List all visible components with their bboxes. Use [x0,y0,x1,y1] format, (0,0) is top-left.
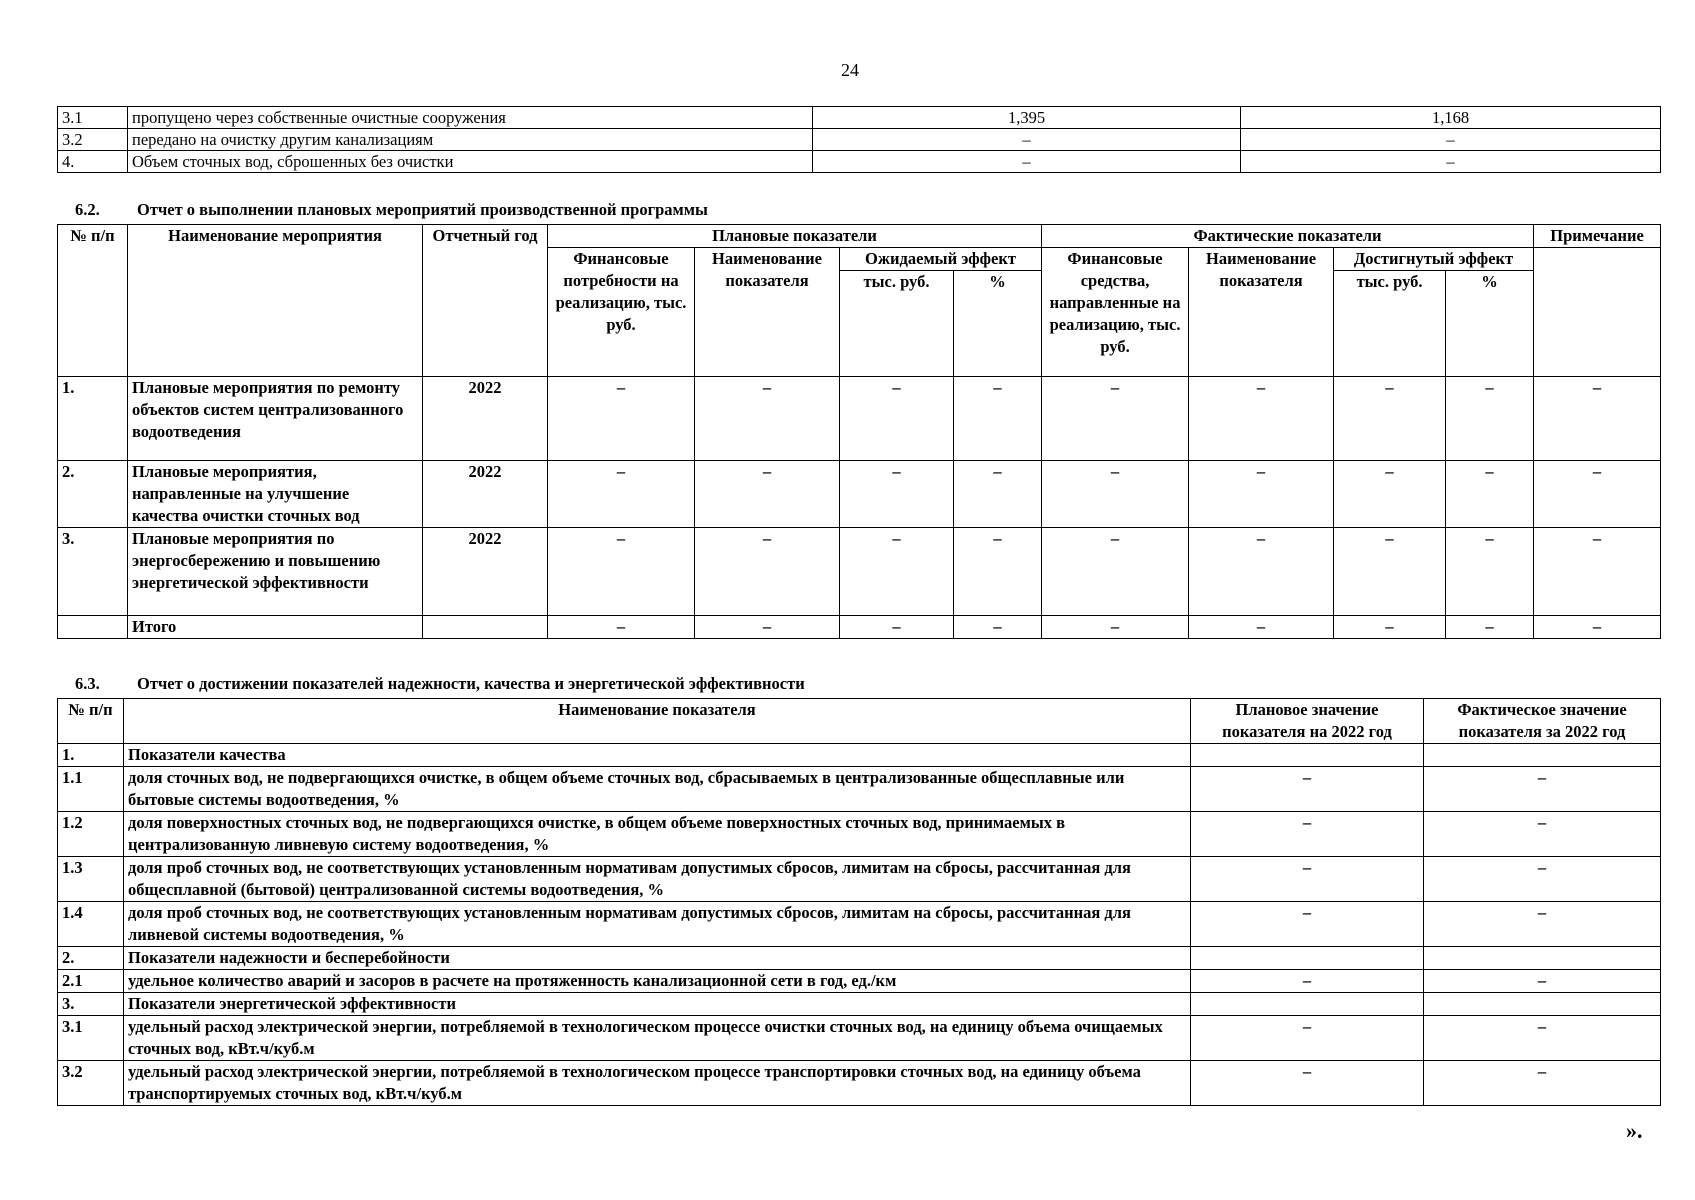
row-number: 3.1 [58,1016,124,1061]
row-number: 1.1 [58,767,124,812]
row-name: Плановые мероприятия, направленные на улучшение качества очистки сточных вод [128,461,423,528]
value-cell: – [1534,528,1661,616]
value-cell: – [954,616,1042,639]
section-title-text: Отчет о выполнении плановых мероприятий производственной программы [137,200,708,219]
row-name: доля сточных вод, не подвергающихся очистке, в общем объеме сточных вод, сбрасываемых в централизованные общесплавные или бытовые системы водоотведения, % [124,767,1191,812]
header-note: Примечание [1534,225,1661,248]
planned-value: – [1191,857,1424,902]
actual-value [1424,947,1661,970]
actual-value: – [1424,1061,1661,1106]
row-number: 1.2 [58,812,124,857]
value-cell: – [1241,151,1661,173]
row-number [58,616,128,639]
value-cell: – [840,616,954,639]
table-row [58,377,1661,461]
value-cell: – [548,461,695,528]
row-name: Показатели энергетической эффективности [124,993,1191,1016]
header-actual: Фактические показатели [1042,225,1534,248]
row-name: Плановые мероприятия по энергосбережению и повышению энергетической эффективности [128,528,423,616]
actual-value [1424,744,1661,767]
row-name: удельный расход электрической энергии, потребляемой в технологическом процессе транспортировки сточных вод, на единицу объема транспортируемых сточных вод, кВт.ч/куб.м [124,1061,1191,1106]
row-year: 2022 [423,528,548,616]
row-name: Объем сточных вод, сброшенных без очистки [128,151,813,173]
actual-value: – [1424,767,1661,812]
table-row [58,107,1661,129]
section-title-text: Отчет о достижении показателей надежности, качества и энергетической эффективности [137,674,805,693]
header-year: Отчетный год [423,225,548,377]
header-indicator-name: Наименование показателя [124,699,1191,744]
table-row [58,767,1661,812]
row-name: удельное количество аварий и засоров в расчете на протяженность канализационной сети в год, ед./км [124,970,1191,993]
value-cell: – [1534,461,1661,528]
planned-value: – [1191,1016,1424,1061]
value-cell: – [1534,377,1661,461]
table-row [58,528,1661,616]
value-cell: – [1189,616,1334,639]
table-row [58,1016,1661,1061]
value-cell: – [1042,616,1189,639]
value-cell: – [840,461,954,528]
value-cell: – [840,377,954,461]
header-actual-value: Фактическое значение показателя за 2022 год [1424,699,1661,744]
indicators-table [57,698,1661,1106]
table-row [58,970,1661,993]
value-cell: – [840,528,954,616]
row-name: доля проб сточных вод, не соответствующих установленным нормативам допустимых сбросов, лимитам на сбросы, рассчитанная для ливневой системы водоотведения, % [124,902,1191,947]
closing-quote-mark: ». [1626,1118,1643,1143]
value-cell: – [1189,528,1334,616]
row-number: 1. [58,377,128,461]
header-fin-needs: Финансовые потребности на реализацию, тыс. руб. [548,248,695,377]
row-name: доля поверхностных сточных вод, не подвергающихся очистке, в общем объеме поверхностных сточных вод, принимаемых в централизованную ливневую систему водоотведения, % [124,812,1191,857]
header-indicator-name-plan: Наименование показателя [695,248,840,377]
value-cell: – [695,461,840,528]
value-cell: 1,395 [813,107,1241,129]
row-number: 1. [58,744,124,767]
actual-value [1424,993,1661,1016]
value-cell: – [695,377,840,461]
value-cell: – [1334,616,1446,639]
row-name: доля проб сточных вод, не соответствующих установленным нормативам допустимых сбросов, лимитам на сбросы, рассчитанная для общесплавной (бытовой) централизованной системы водоотведения, % [124,857,1191,902]
table-row [58,947,1661,970]
total-row [58,616,1661,639]
total-label: Итого [128,616,423,639]
header-planned-value: Плановое значение показателя на 2022 год [1191,699,1424,744]
value-cell: – [954,377,1042,461]
value-cell: – [954,528,1042,616]
value-cell: – [1534,616,1661,639]
value-cell: – [813,129,1241,151]
value-cell: – [1189,461,1334,528]
section-number: 6.3. [75,674,100,693]
wastewater-volume-table [57,106,1661,173]
header-thousand-rub: тыс. руб. [1334,271,1446,377]
row-name: Показатели надежности и бесперебойности [124,947,1191,970]
value-cell: – [1334,528,1446,616]
value-cell: – [1334,461,1446,528]
value-cell: – [1334,377,1446,461]
planned-value [1191,744,1424,767]
row-number: 2.1 [58,970,124,993]
value-cell: – [1446,377,1534,461]
row-number: 3.2 [58,129,128,151]
header-expected-effect: Ожидаемый эффект [840,248,1042,271]
planned-value: – [1191,902,1424,947]
row-number: 1.3 [58,857,124,902]
row-name: пропущено через собственные очистные сооружения [128,107,813,129]
value-cell: – [954,461,1042,528]
row-number: 3.2 [58,1061,124,1106]
planned-value [1191,947,1424,970]
header-percent: % [1446,271,1534,377]
row-number: 4. [58,151,128,173]
value-cell: – [1189,377,1334,461]
value-cell: 1,168 [1241,107,1661,129]
section-number: 6.2. [75,200,100,219]
row-number: 1.4 [58,902,124,947]
actual-value: – [1424,812,1661,857]
table-row [58,812,1661,857]
header-fin-funds: Финансовые средства, направленные на реализацию, тыс. руб. [1042,248,1189,377]
value-cell: – [695,528,840,616]
row-number: 2. [58,947,124,970]
planned-value: – [1191,1061,1424,1106]
table-row [58,993,1661,1016]
table-row [58,129,1661,151]
value-cell: – [548,528,695,616]
planned-value [1191,993,1424,1016]
actual-value: – [1424,970,1661,993]
table-row [58,1061,1661,1106]
header-note-blank [1534,248,1661,377]
value-cell: – [1446,528,1534,616]
row-year: 2022 [423,377,548,461]
row-year: 2022 [423,461,548,528]
planned-value: – [1191,767,1424,812]
header-thousand-rub: тыс. руб. [840,271,954,377]
table-row [58,744,1661,767]
value-cell: – [1446,616,1534,639]
header-achieved-effect: Достигнутый эффект [1334,248,1534,271]
row-name: передано на очистку другим канализациям [128,129,813,151]
row-name: Показатели качества [124,744,1191,767]
actual-value: – [1424,1016,1661,1061]
row-number: 3. [58,993,124,1016]
planned-measures-table [57,224,1661,639]
value-cell: – [695,616,840,639]
value-cell: – [548,377,695,461]
actual-value: – [1424,857,1661,902]
value-cell: – [1241,129,1661,151]
value-cell: – [1042,528,1189,616]
row-number: 3. [58,528,128,616]
actual-value: – [1424,902,1661,947]
row-number: 2. [58,461,128,528]
value-cell: – [1042,461,1189,528]
row-name: Плановые мероприятия по ремонту объектов систем централизованного водоотведения [128,377,423,461]
header-measure-name: Наименование мероприятия [128,225,423,377]
planned-value: – [1191,812,1424,857]
page-number: 24 [841,60,859,80]
section-6-2-title [75,200,708,220]
section-6-3-title [75,674,805,694]
row-year [423,616,548,639]
header-number: № п/п [58,225,128,377]
header-planned: Плановые показатели [548,225,1042,248]
header-indicator-name-fact: Наименование показателя [1189,248,1334,377]
header-number: № п/п [58,699,124,744]
table-row [58,857,1661,902]
table-row [58,151,1661,173]
header-percent: % [954,271,1042,377]
table-row [58,461,1661,528]
table-row [58,902,1661,947]
row-name: удельный расход электрической энергии, потребляемой в технологическом процессе очистки сточных вод, на единицу объема очищаемых сточных вод, кВт.ч/куб.м [124,1016,1191,1061]
row-number: 3.1 [58,107,128,129]
planned-value: – [1191,970,1424,993]
value-cell: – [548,616,695,639]
value-cell: – [1446,461,1534,528]
value-cell: – [1042,377,1189,461]
value-cell: – [813,151,1241,173]
